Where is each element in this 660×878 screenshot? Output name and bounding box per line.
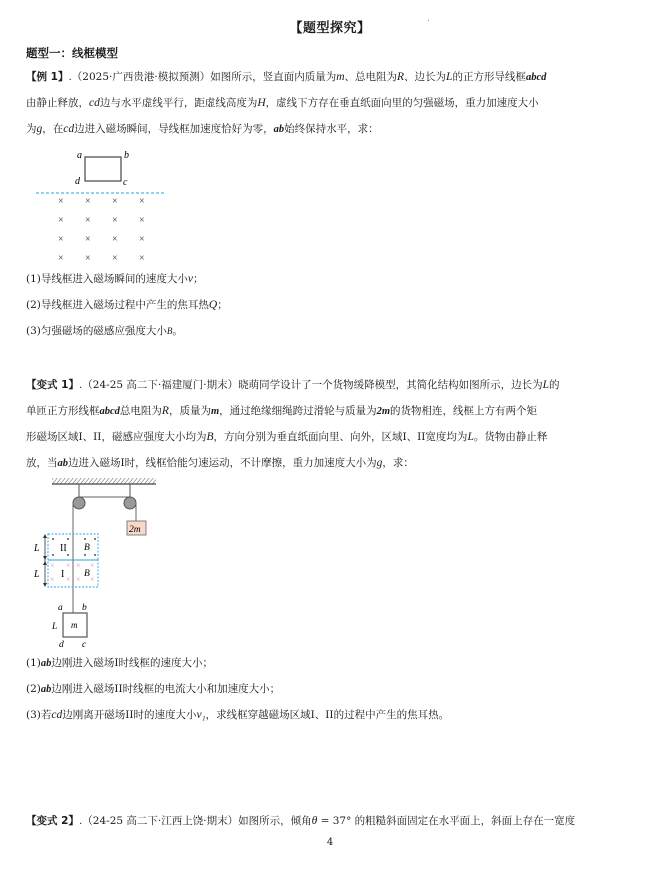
field-dot-icon bbox=[84, 554, 86, 556]
var-B: B bbox=[206, 431, 214, 443]
pulley-left-icon bbox=[73, 497, 85, 509]
example1-source: .（2025·广西贵港·模拟预测） bbox=[68, 71, 211, 83]
text: 为 bbox=[26, 123, 37, 135]
field-cross-icon: × bbox=[58, 253, 64, 264]
region-II-label: II bbox=[60, 543, 67, 554]
label-c: c bbox=[82, 640, 87, 650]
variant1-source: .（24-25 高二下·福建厦门·期末） bbox=[78, 379, 239, 391]
field-dot-icon bbox=[94, 538, 96, 540]
field-cross-icon: × bbox=[50, 575, 55, 584]
field-cross-icon: × bbox=[85, 234, 91, 245]
field-cross-icon: × bbox=[139, 253, 145, 264]
text: 边与水平虚线平行，距虚线高度为 bbox=[99, 97, 258, 109]
text: 的 bbox=[549, 379, 560, 391]
example1-line2 bbox=[26, 96, 539, 110]
page-number: 4 bbox=[326, 837, 334, 848]
var-v1: v₁ bbox=[196, 709, 206, 721]
var-R: R bbox=[397, 71, 405, 83]
text: 如图所示，倾角 bbox=[238, 815, 312, 827]
example1-line1 bbox=[26, 70, 546, 85]
wire-frame bbox=[85, 157, 121, 181]
stray-dot bbox=[428, 20, 429, 21]
region-I-B-label: B bbox=[84, 569, 90, 579]
variant2-tag: 【变式 2】 bbox=[26, 815, 79, 827]
field-cross-icon: × bbox=[66, 561, 71, 570]
text: 边刚离开磁场II时的速度大小 bbox=[62, 709, 197, 721]
variant1-question-1 bbox=[26, 656, 213, 671]
text: (2) bbox=[26, 683, 41, 695]
variant1-line4 bbox=[26, 456, 414, 471]
variant1-line2 bbox=[26, 404, 537, 419]
field-cross-icon: × bbox=[66, 575, 71, 584]
var-R: R bbox=[161, 405, 169, 417]
arrow-head-down-icon bbox=[43, 583, 47, 587]
field-cross-icon: × bbox=[139, 234, 145, 245]
text: 单匝正方形线框 bbox=[26, 405, 100, 417]
text: ，方向分别为垂直纸面向里、向外，区域I、II宽度均为 bbox=[213, 431, 468, 443]
field-cross-icon: × bbox=[112, 215, 118, 226]
var-abcd: abcd bbox=[525, 72, 547, 83]
field-cross-icon: × bbox=[112, 196, 118, 207]
field-cross-icon: × bbox=[58, 234, 64, 245]
text: (3)若 bbox=[26, 709, 52, 721]
variant1-line3 bbox=[26, 430, 547, 444]
text: 由静止释放， bbox=[26, 97, 89, 109]
text: 的货物相连，线框上方有两个矩 bbox=[390, 405, 538, 417]
text: ，通过绝缘细绳跨过滑轮与质量为 bbox=[219, 405, 377, 417]
frame-mass-label: m bbox=[71, 620, 78, 630]
var-ab: ab bbox=[40, 684, 52, 695]
label-d: d bbox=[75, 176, 80, 187]
var-cd: cd bbox=[89, 97, 100, 109]
var-v: v bbox=[187, 273, 193, 285]
field-cross-icon: × bbox=[139, 215, 145, 226]
region-I-label: I bbox=[61, 569, 65, 580]
text: 边进入磁场I时，线框恰能匀速运动，不计摩擦，重力加速度大小为 bbox=[68, 457, 377, 469]
field-cross-icon: × bbox=[76, 575, 81, 584]
field-cross-icon: × bbox=[85, 253, 91, 264]
field-cross-icon: × bbox=[58, 196, 64, 207]
field-cross-icon: × bbox=[85, 215, 91, 226]
example1-question-2 bbox=[26, 298, 228, 312]
var-B: B bbox=[166, 326, 173, 336]
var-g: g bbox=[36, 123, 43, 135]
text: (3)匀强磁场的磁感应强度大小 bbox=[26, 325, 167, 337]
label-b: b bbox=[124, 150, 129, 161]
field-dot-icon bbox=[52, 554, 54, 556]
field-dot-icon bbox=[67, 554, 69, 556]
example1-tag: 【例 1】 bbox=[26, 71, 69, 83]
ceiling-hatch bbox=[52, 478, 156, 484]
text: 边刚进入磁场II时线框的电流大小和加速度大小； bbox=[51, 683, 281, 695]
text: 、总电阻为 bbox=[344, 71, 398, 83]
field-dot-icon bbox=[52, 538, 54, 540]
var-L: L bbox=[542, 379, 549, 391]
var-Q: Q bbox=[208, 299, 218, 311]
field-dot-icon bbox=[84, 538, 86, 540]
arrow-head-down-icon bbox=[43, 556, 47, 560]
text: 的正方形导线框 bbox=[452, 71, 526, 83]
field-cross-icon: × bbox=[50, 561, 55, 570]
angle-value: = 37° bbox=[317, 815, 355, 827]
text: ，质量为 bbox=[168, 405, 211, 417]
var-g: g bbox=[376, 457, 383, 469]
example1-question-3 bbox=[26, 324, 183, 338]
text: ，虚线下方存在垂直纸面向里的匀强磁场，重力加速度大小 bbox=[265, 97, 539, 109]
text: 放，当 bbox=[26, 457, 58, 469]
var-m: m bbox=[210, 406, 220, 417]
text: 、边长为 bbox=[404, 71, 447, 83]
cargo-label: 2m bbox=[129, 525, 141, 535]
example1-question-1 bbox=[26, 272, 203, 286]
label-c: c bbox=[123, 177, 128, 188]
field-dot-icon bbox=[94, 554, 96, 556]
text: 始终保持水平，求： bbox=[284, 123, 379, 135]
variant1-question-3 bbox=[26, 708, 449, 722]
pulley-right-icon bbox=[124, 497, 136, 509]
var-theta: θ bbox=[311, 815, 318, 827]
var-ab: ab bbox=[273, 124, 285, 135]
var-L: L bbox=[467, 431, 474, 443]
text: ，在 bbox=[42, 123, 64, 135]
arrow-head-up-icon bbox=[43, 561, 47, 565]
var-2m: 2m bbox=[376, 406, 391, 417]
region-II-B-label: B bbox=[84, 543, 90, 553]
variant1-line1 bbox=[26, 378, 560, 392]
page-title: 【题型探究】 bbox=[289, 21, 371, 36]
text: ，求： bbox=[382, 457, 414, 469]
example1-line3 bbox=[26, 122, 379, 137]
var-abcd: abcd bbox=[99, 406, 120, 417]
frame-side-label: L bbox=[52, 622, 58, 632]
text: 总电阻为 bbox=[119, 405, 162, 417]
example1-figure bbox=[30, 142, 180, 270]
var-L: L bbox=[446, 71, 453, 83]
variant1-tag: 【变式 1】 bbox=[26, 379, 79, 391]
text: (1)导线框进入磁场瞬间的速度大小 bbox=[26, 273, 188, 285]
width-label-I: L bbox=[34, 569, 40, 580]
text: 边刚进入磁场I时线框的速度大小； bbox=[51, 657, 214, 669]
variant2-source: .（24-25 高二下·江西上饶·期末） bbox=[78, 815, 239, 827]
field-cross-icon: × bbox=[85, 196, 91, 207]
field-cross-icon: × bbox=[139, 196, 145, 207]
var-H: H bbox=[257, 97, 266, 109]
variant1-question-2 bbox=[26, 682, 280, 697]
variant1-figure bbox=[30, 476, 170, 650]
text: (2)导线框进入磁场过程中产生的焦耳热 bbox=[26, 299, 209, 311]
label-a: a bbox=[58, 603, 63, 613]
text: (1) bbox=[26, 657, 41, 669]
text: 。 bbox=[172, 325, 183, 337]
text: 晓萌同学设计了一个货物缓降模型，其简化结构如图所示，边长为 bbox=[238, 379, 543, 391]
text: ，求线框穿越磁场区域I、II的过程中产生的焦耳热。 bbox=[205, 709, 450, 721]
variant2-line1 bbox=[26, 814, 575, 828]
field-cross-icon: × bbox=[90, 561, 95, 570]
var-m: m bbox=[336, 71, 345, 83]
var-ab: ab bbox=[57, 458, 68, 469]
field-cross-icon: × bbox=[58, 215, 64, 226]
text: 的粗糙斜面固定在水平面上，斜面上存在一宽度 bbox=[354, 815, 576, 827]
arrow-head-up-icon bbox=[43, 534, 47, 538]
field-cross-icon: × bbox=[90, 575, 95, 584]
label-d: d bbox=[59, 640, 64, 650]
text: 如图所示，竖直面内质量为 bbox=[210, 71, 337, 83]
width-label-II: L bbox=[34, 543, 40, 554]
field-cross-icon: × bbox=[112, 234, 118, 245]
text: ； bbox=[217, 299, 228, 311]
var-cd: cd bbox=[51, 709, 63, 721]
label-a: a bbox=[77, 150, 82, 161]
text: ； bbox=[192, 273, 204, 285]
section-heading: 题型一：线框模型 bbox=[26, 46, 118, 60]
text: 。货物由静止释 bbox=[473, 431, 548, 443]
field-cross-icon: × bbox=[76, 561, 81, 570]
field-dot-icon bbox=[67, 538, 69, 540]
text: 形磁场区域I、II，磁感应强度大小均为 bbox=[26, 431, 207, 443]
var-cd: cd bbox=[63, 123, 75, 135]
label-b: b bbox=[82, 603, 87, 613]
field-cross-icon: × bbox=[112, 253, 118, 264]
magnetic-field-crosses bbox=[58, 196, 145, 264]
text: 边进入磁场瞬间，导线框加速度恰好为零， bbox=[74, 123, 274, 135]
var-ab: ab bbox=[40, 658, 52, 669]
